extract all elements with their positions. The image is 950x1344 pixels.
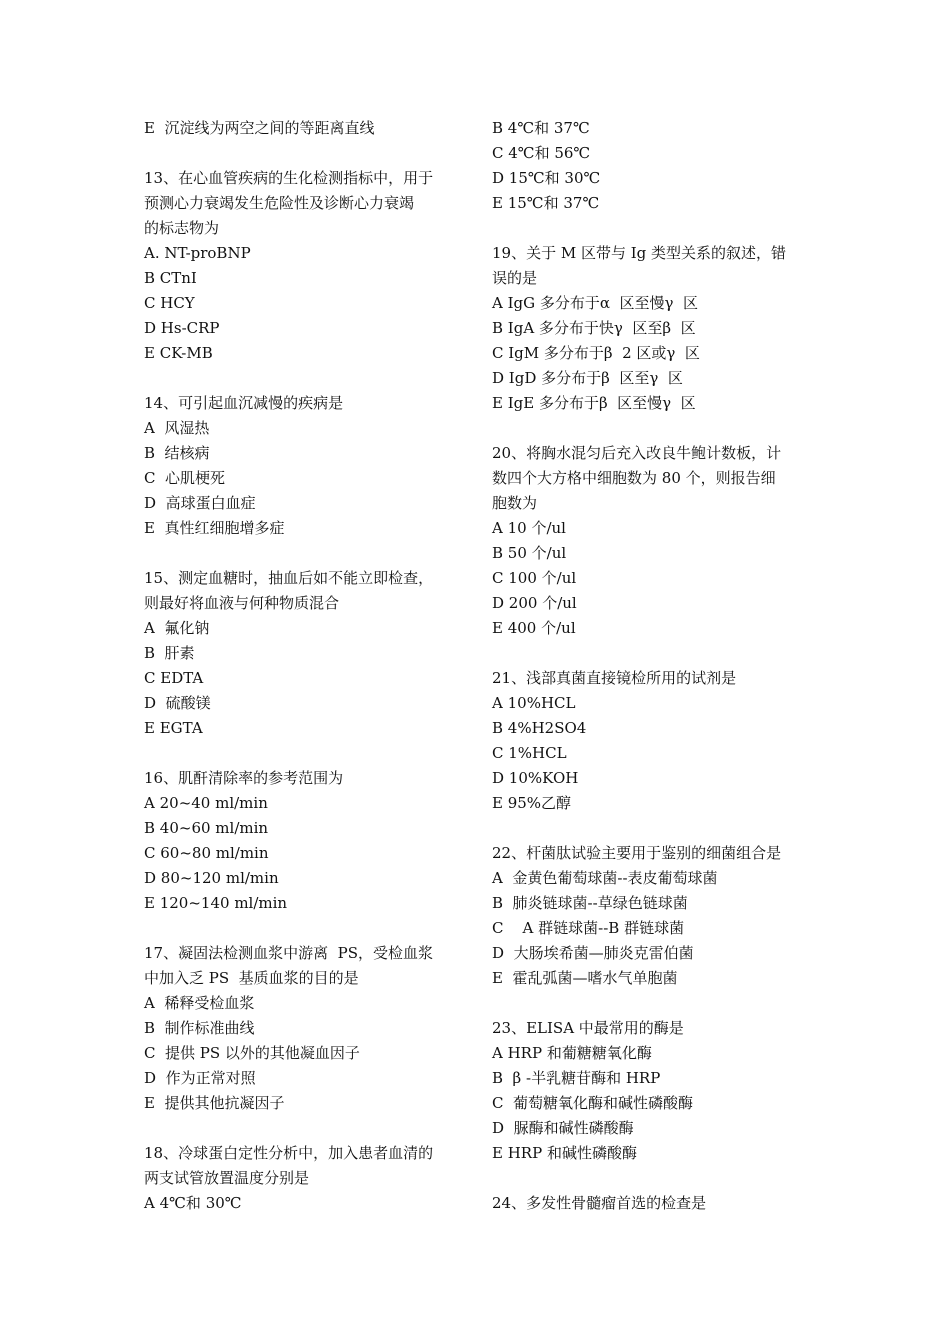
- right-column-text-line: D 大肠埃希菌—肺炎克雷伯菌: [492, 944, 694, 962]
- right-column-text-line: C 100 个/ul: [492, 569, 577, 587]
- right-column-text-line: B 50 个/ul: [492, 544, 567, 562]
- right-column-text-line: E IgE 多分布于β 区至慢γ 区: [492, 394, 696, 412]
- right-column-text-line: A 金黄色葡萄球菌--表皮葡萄球菌: [492, 869, 718, 887]
- left-column-spacer: [144, 741, 464, 766]
- left-column-text-line: E 真性红细胞增多症: [144, 519, 285, 537]
- right-column-text-line: E 400 个/ul: [492, 619, 576, 637]
- left-column-spacer: [144, 366, 464, 391]
- right-column-text-line: 22、杆菌肽试验主要用于鉴别的细菌组合是: [492, 844, 782, 862]
- right-column-text-line: C 4℃和 56℃: [492, 144, 591, 162]
- right-column-text-line: 19、关于 M 区带与 Ig 类型关系的叙述，错: [492, 244, 787, 262]
- right-column-text-line: C 葡萄糖氧化酶和碱性磷酸酶: [492, 1094, 694, 1112]
- left-column-text-line: B 结核病: [144, 444, 210, 462]
- right-column-text-line: B 4%H2SO4: [492, 719, 587, 737]
- right-column-text-line: B 肺炎链球菌--草绿色链球菌: [492, 894, 688, 912]
- right-column-text-line: 20、将胸水混匀后充入改良牛鲍计数板，计: [492, 444, 782, 462]
- right-column-text-line: B 4℃和 37℃: [492, 119, 590, 137]
- right-column-text-line: E 霍乱弧菌—嗜水气单胞菌: [492, 969, 678, 987]
- right-column-spacer: [492, 216, 810, 241]
- left-column-text-line: 两支试管放置温度分别是: [144, 1169, 310, 1187]
- left-column-text-line: 16、肌酐清除率的参考范围为: [144, 769, 344, 787]
- left-column-text-line: A 20~40 ml/min: [144, 794, 268, 812]
- left-column-text-line: 18、冷球蛋白定性分析中，加入患者血清的: [144, 1144, 434, 1162]
- left-column-spacer: [144, 1116, 464, 1141]
- left-column-text-line: A 稀释受检血浆: [144, 994, 255, 1012]
- left-column-text-line: 则最好将血液与何种物质混合: [144, 594, 340, 612]
- left-column-text-line: 中加入乏 PS 基质血浆的目的是: [144, 969, 359, 987]
- right-column-text-line: E HRP 和碱性磷酸酶: [492, 1144, 637, 1162]
- left-column: [144, 116, 464, 1216]
- right-column-text-line: B IgA 多分布于快γ 区至β 区: [492, 319, 696, 337]
- left-column-text-line: E 提供其他抗凝因子: [144, 1094, 285, 1112]
- left-column-spacer: [144, 141, 464, 166]
- left-column-text-line: E EGTA: [144, 719, 203, 737]
- right-column-text-line: E 15℃和 37℃: [492, 194, 600, 212]
- left-column-text-line: C EDTA: [144, 669, 204, 687]
- left-column-text-line: A 4℃和 30℃: [144, 1194, 242, 1212]
- right-column-text-line: 24、多发性骨髓瘤首选的检查是: [492, 1194, 707, 1212]
- left-column-text-line: D 高球蛋白血症: [144, 494, 256, 512]
- left-column-text-line: A 风湿热: [144, 419, 210, 437]
- left-column-text-line: D Hs-CRP: [144, 319, 220, 337]
- right-column-text-line: 胞数为: [492, 494, 538, 512]
- right-column-text-line: A HRP 和葡糖糖氧化酶: [492, 1044, 652, 1062]
- right-column-spacer: [492, 641, 810, 666]
- left-column-text-line: 14、可引起血沉减慢的疾病是: [144, 394, 344, 412]
- right-column-text-line: A IgG 多分布于α 区至慢γ 区: [492, 294, 699, 312]
- right-column-text-line: A 10 个/ul: [492, 519, 566, 537]
- right-column-spacer: [492, 991, 810, 1016]
- right-column-text-line: 数四个大方格中细胞数为 80 个，则报告细: [492, 469, 776, 487]
- right-column-text-line: 23、ELISA 中最常用的酶是: [492, 1019, 684, 1037]
- right-column-spacer: [492, 816, 810, 841]
- left-column-text-line: 预测心力衰竭发生危险性及诊断心力衰竭: [144, 194, 415, 212]
- left-column-text-line: D 作为正常对照: [144, 1069, 256, 1087]
- right-column-text-line: C A 群链球菌--B 群链球菌: [492, 919, 685, 937]
- left-column-text-line: 的标志物为: [144, 219, 220, 237]
- left-column-text-line: 15、测定血糖时，抽血后如不能立即检查，: [144, 569, 434, 587]
- left-column-text-line: D 80~120 ml/min: [144, 869, 279, 887]
- right-column-text-line: D IgD 多分布于β 区至γ 区: [492, 369, 683, 387]
- right-column-text-line: D 15℃和 30℃: [492, 169, 601, 187]
- right-column-spacer: [492, 416, 810, 441]
- left-column-text-line: E CK-MB: [144, 344, 213, 362]
- left-column-text-line: C 提供 PS 以外的其他凝血因子: [144, 1044, 360, 1062]
- right-column-text-line: D 200 个/ul: [492, 594, 577, 612]
- left-column-text-line: 17、凝固法检测血浆中游离 PS，受检血浆: [144, 944, 433, 962]
- left-column-text-line: A. NT-proBNP: [144, 244, 251, 262]
- left-column-text-line: C HCY: [144, 294, 195, 312]
- right-column-text-line: B β -半乳糖苷酶和 HRP: [492, 1069, 661, 1087]
- left-column-text-line: E 沉淀线为两空之间的等距离直线: [144, 119, 375, 137]
- left-column-text-line: B CTnI: [144, 269, 197, 287]
- right-column-text-line: D 脲酶和碱性磷酸酶: [492, 1119, 634, 1137]
- right-column-text-line: A 10%HCL: [492, 694, 576, 712]
- left-column-text-line: E 120~140 ml/min: [144, 894, 288, 912]
- right-column-text-line: 误的是: [492, 269, 538, 287]
- right-column-spacer: [492, 1166, 810, 1191]
- left-column-text-line: C 60~80 ml/min: [144, 844, 269, 862]
- right-column-text-line: C IgM 多分布于β 2 区或γ 区: [492, 344, 700, 362]
- right-column-text-line: D 10%KOH: [492, 769, 579, 787]
- left-column-spacer: [144, 916, 464, 941]
- left-column-text-line: B 40~60 ml/min: [144, 819, 269, 837]
- left-column-text-line: A 氟化钠: [144, 619, 210, 637]
- left-column-text-line: B 肝素: [144, 644, 195, 662]
- left-column-spacer: [144, 541, 464, 566]
- right-column-text-line: 21、浅部真菌直接镜检所用的试剂是: [492, 669, 737, 687]
- left-column-text-line: D 硫酸镁: [144, 694, 211, 712]
- left-column-text-line: C 心肌梗死: [144, 469, 226, 487]
- right-column-text-line: E 95%乙醇: [492, 794, 572, 812]
- left-column-text-line: 13、在心血管疾病的生化检测指标中，用于: [144, 169, 434, 187]
- right-column: [492, 116, 810, 1216]
- left-column-text-line: B 制作标准曲线: [144, 1019, 255, 1037]
- right-column-text-line: C 1%HCL: [492, 744, 567, 762]
